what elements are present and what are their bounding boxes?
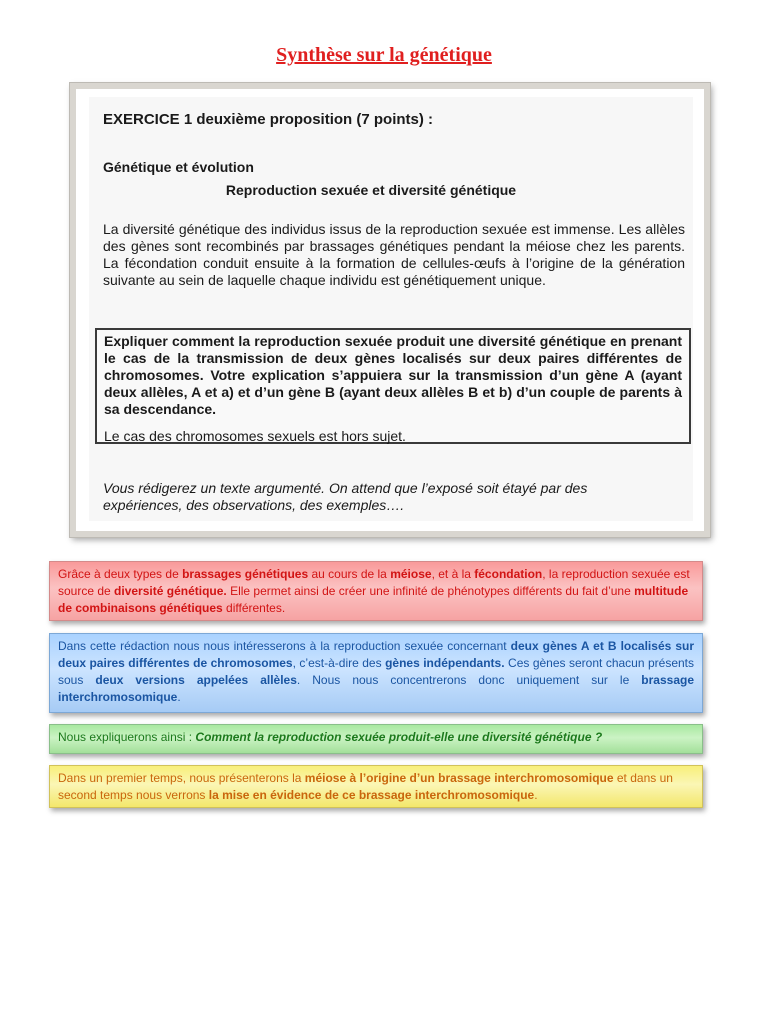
exercise-task-box (95, 328, 691, 444)
text: . Nous nous concentrerons donc uniquement sur le (296, 673, 642, 687)
keyword: brassage interchromosomique (58, 673, 694, 704)
exercise-heading: EXERCICE 1 deuxième proposition (7 points) : (103, 111, 434, 128)
text: Dans cette rédaction nous nous intéresserons à la reproduction sexuée concernant (58, 639, 511, 653)
exercise-note: Le cas des chromosomes sexuels est hors sujet. (104, 428, 406, 444)
keyword: deux gènes A et B localisés sur deux paires différentes de chromosomes (58, 639, 694, 670)
exercise-subtitle: Reproduction sexuée et diversité génétique (225, 182, 517, 198)
red-summary-box (49, 561, 703, 621)
blue-subject-box (49, 633, 703, 713)
exercise-sheet (89, 97, 693, 521)
text: au cours de la (308, 567, 391, 581)
text: , et à la (431, 567, 475, 581)
keyword: méiose (390, 567, 432, 581)
keyword: deux versions appelées allèles (95, 673, 297, 687)
yellow-plan-box (49, 765, 703, 808)
text: Grâce à deux types de (58, 567, 183, 581)
page-title: Synthèse sur la génétique (276, 44, 492, 66)
keyword: la mise en évidence de ce brassage interchromosomique (208, 788, 535, 802)
keyword: méiose à l’origine d’un brassage interchromosomique (304, 771, 614, 785)
text: différentes. (222, 601, 286, 615)
exercise-closing: Vous rédigerez un texte argumenté. On attend que l’exposé soit étayé par des expériences, des observations, des exemples…. (103, 480, 588, 513)
text: , la reproduction sexuée est source de (58, 567, 690, 598)
exercise-image-frame (70, 83, 710, 537)
keyword: fécondation (474, 567, 543, 581)
green-problem-box (49, 724, 703, 754)
exercise-question: Expliquer comment la reproduction sexuée produit une diversité génétique en prenant le cas de la transmission de deux gènes localisés sur deux paires différentes de chromosomes. Votre explication s’appuiera sur la transmission d’un gène A (ayant deux allèles, A et a) et d’un gène B (ayant deux allèles B et b) d’un couple de parents à sa descendance. (104, 333, 682, 417)
exercise-intro: La diversité génétique des individus issus de la reproduction sexuée est immense. Les allèles des gènes sont recombinés par brassages génétiques pendant la méiose chez les parents. La fécondation conduit ensuite à la formation de cellules-œufs à l’origine de la génération suivante au sein de laquelle chaque individu est génétiquement unique. (103, 221, 685, 288)
keyword: gènes indépendants. (385, 656, 505, 670)
text: Nous expliquerons ainsi : (58, 730, 196, 744)
text: et dans un second temps nous verrons (58, 771, 673, 802)
text: . (177, 690, 181, 704)
keyword: multitude de combinaisons génétiques (58, 584, 689, 615)
text: . (534, 788, 538, 802)
problem-question: Comment la reproduction sexuée produit-elle une diversité génétique ? (195, 730, 603, 744)
text: , c’est-à-dire des (292, 656, 386, 670)
text: Ces gènes seront chacun présents sous (58, 656, 695, 687)
keyword: diversité génétique. (114, 584, 227, 598)
text: Dans un premier temps, nous présenterons la (58, 771, 305, 785)
text: Elle permet ainsi de créer une infinité de phénotypes différents du fait d’une (226, 584, 635, 598)
keyword: brassages génétiques (182, 567, 309, 581)
exercise-theme: Génétique et évolution (103, 159, 254, 175)
